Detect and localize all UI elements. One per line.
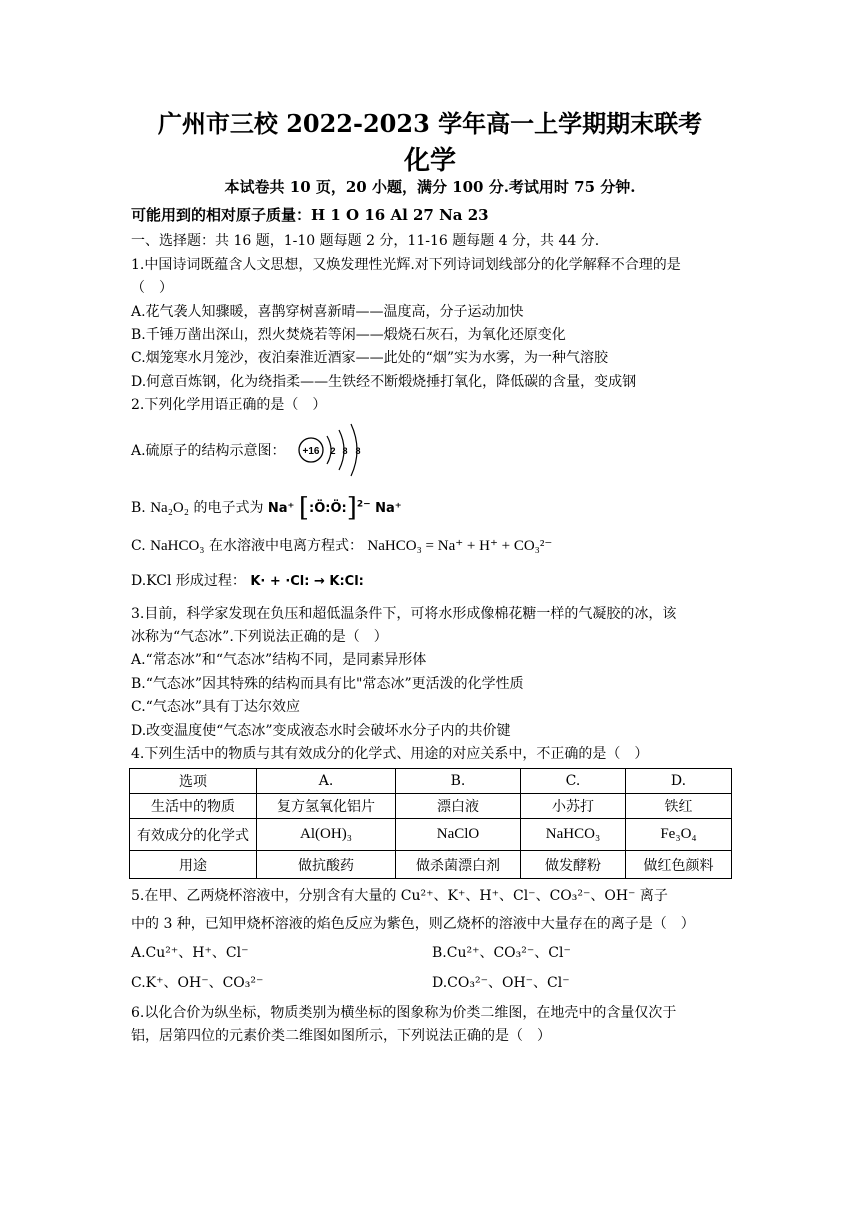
table-row bbox=[130, 851, 732, 879]
table-cell: 做杀菌漂白剂 bbox=[396, 851, 521, 879]
table-cell: 生活中的物质 bbox=[130, 794, 257, 819]
q2-option-b-label: B. bbox=[131, 500, 146, 516]
q6-stem-line-1: 6.以化合价为纵坐标，物质类别为横坐标的图象称为价类二维图，在地壳中的含量仅次于 bbox=[131, 1005, 677, 1021]
q2-option-b bbox=[131, 493, 402, 523]
q3-stem-line-2: 冰称为“气态冰”.下列说法正确的是（ ） bbox=[131, 629, 388, 645]
q4-stem: 4.下列生活中的物质与其有效成分的化学式、用途的对应关系中，不正确的是（ ） bbox=[131, 746, 649, 762]
table-cell: NaClO bbox=[396, 819, 521, 851]
table-cell: 小苏打 bbox=[521, 794, 626, 819]
section-heading: 一、选择题：共 16 题，1-10 题每题 2 分，11-16 题每题 4 分，共 44 分. bbox=[131, 233, 600, 249]
peroxide-charge: 2− bbox=[356, 499, 371, 510]
electron-formula-peroxide: :Ö:Ö: bbox=[309, 501, 347, 516]
shell-electrons-1: 2 bbox=[330, 446, 336, 456]
table-cell: Al(OH)₃ bbox=[257, 819, 396, 851]
q1-option-c: C.烟笼寒水月笼沙，夜泊秦淮近酒家——此处的“烟”实为水雾，为一种气溶胶 bbox=[131, 350, 608, 366]
nucleus-charge: +16 bbox=[302, 446, 320, 457]
table-header-cell: C. bbox=[521, 769, 626, 794]
table-cell: 做发酵粉 bbox=[521, 851, 626, 879]
q1-option-d: D.何意百炼钢，化为绕指柔——生铁经不断煅烧捶打氧化，降低碳的含量，变成钢 bbox=[131, 374, 637, 390]
q2-option-c-label: C. bbox=[131, 538, 146, 554]
table-cell: 用途 bbox=[130, 851, 257, 879]
q2-option-a-text: A.硫原子的结构示意图： bbox=[131, 443, 286, 459]
q3-option-b: B.“气态冰”因其特殊的结构而具有比"常态冰”更活泼的化学性质 bbox=[131, 676, 524, 692]
electron-formula-na-left: Na⁺ bbox=[267, 501, 295, 516]
q1-stem: 1.中国诗词既蕴含人文思想，又焕发理性光辉.对下列诗词划线部分的化学解释不合理的是 bbox=[131, 257, 681, 273]
table-cell: NaHCO₃ bbox=[521, 819, 626, 851]
q3-option-a: A.“常态冰”和“气态冰”结构不同，是同素异形体 bbox=[131, 652, 427, 668]
table-header-cell: D. bbox=[626, 769, 732, 794]
q2-option-b-text: 的电子式为 bbox=[193, 500, 264, 516]
q3-option-d: D.改变温度使“气态冰”变成液态水时会破坏水分子内的共价键 bbox=[131, 723, 511, 739]
q1-paren: （ ） bbox=[131, 280, 173, 296]
table-cell: 铁红 bbox=[626, 794, 732, 819]
q3-option-c: C.“气态冰”具有丁达尔效应 bbox=[131, 699, 300, 715]
q1-option-b: B.千锤万凿出深山，烈火焚烧若等闲——煅烧石灰石，为氧化还原变化 bbox=[131, 327, 566, 343]
right-bracket: ] bbox=[346, 493, 357, 523]
q2-option-c bbox=[131, 536, 552, 556]
table-cell: Fe₃O₄ bbox=[626, 819, 732, 851]
q5-option-b: B.Cu²⁺、CO₃²⁻、Cl⁻ bbox=[432, 945, 571, 961]
kcl-formation-equation: K· + ·Cl: → K:Cl: bbox=[250, 574, 364, 589]
table-cell: 漂白液 bbox=[396, 794, 521, 819]
q2-option-a bbox=[131, 441, 286, 461]
q2-option-d bbox=[131, 571, 364, 592]
table-cell: 有效成分的化学式 bbox=[130, 819, 257, 851]
sulfur-atom-diagram bbox=[295, 418, 370, 482]
q2-option-c-text: 在水溶液中电离方程式： bbox=[208, 538, 363, 554]
table-row bbox=[130, 794, 732, 819]
q1-option-a: A.花气袭人知骤暖，喜鹊穿树喜新晴——温度高，分子运动加快 bbox=[131, 304, 524, 320]
q3-stem-line-1: 3.目前，科学家发现在负压和超低温条件下，可将水形成像棉花糖一样的气凝胶的冰，该 bbox=[131, 606, 677, 622]
q2-option-d-text: D.KCl 形成过程： bbox=[131, 573, 246, 589]
table-cell: 做红色颜料 bbox=[626, 851, 732, 879]
q2-option-c-formula: NaHCO₃ bbox=[150, 538, 205, 554]
table-header-cell: B. bbox=[396, 769, 521, 794]
q5-option-c: C.K⁺、OH⁻、CO₃²⁻ bbox=[131, 975, 264, 991]
electron-formula-na-right: Na⁺ bbox=[375, 501, 402, 516]
table-cell: 复方氢氧化铝片 bbox=[257, 794, 396, 819]
q5-option-a: A.Cu²⁺、H⁺、Cl⁻ bbox=[131, 945, 249, 961]
q2-option-b-formula: Na₂O₂ bbox=[150, 500, 189, 516]
q5-stem-line-2: 中的 3 种，已知甲烧杯溶液的焰色反应为紫色，则乙烧杯的溶液中大量存在的离子是（ ） bbox=[131, 916, 695, 932]
shell-electrons-2: 8 bbox=[342, 446, 348, 456]
q6-stem-line-2: 铝，居第四位的元素价类二维图如图所示，下列说法正确的是（ ） bbox=[131, 1028, 551, 1044]
table-cell: 做抗酸药 bbox=[257, 851, 396, 879]
q5-option-d: D.CO₃²⁻、OH⁻、Cl⁻ bbox=[432, 975, 570, 991]
shell-electrons-3: 8 bbox=[355, 446, 361, 456]
q4-table bbox=[129, 768, 732, 879]
table-row bbox=[130, 819, 732, 851]
ionization-equation: NaHCO₃ = Na⁺ + H⁺ + CO₃²⁻ bbox=[367, 538, 553, 554]
exam-subject: 化学 bbox=[403, 146, 456, 176]
table-row bbox=[130, 769, 732, 794]
table-header-cell: 选项 bbox=[130, 769, 257, 794]
table-header-cell: A. bbox=[257, 769, 396, 794]
exam-title: 广州市三校 2022-2023 学年高一上学期期末联考 bbox=[157, 109, 703, 138]
left-bracket: [ bbox=[298, 493, 310, 523]
q2-stem: 2.下列化学用语正确的是（ ） bbox=[131, 397, 327, 413]
atomic-masses: 可能用到的相对原子质量：H 1 O 16 Al 27 Na 23 bbox=[131, 206, 489, 224]
exam-info: 本试卷共 10 页，20 小题，满分 100 分.考试用时 75 分钟. bbox=[224, 178, 636, 196]
q5-stem-line-1: 5.在甲、乙两烧杯溶液中，分别含有大量的 Cu²⁺、K⁺、H⁺、Cl⁻、CO₃²⁻、OH⁻ 离子 bbox=[131, 888, 668, 904]
